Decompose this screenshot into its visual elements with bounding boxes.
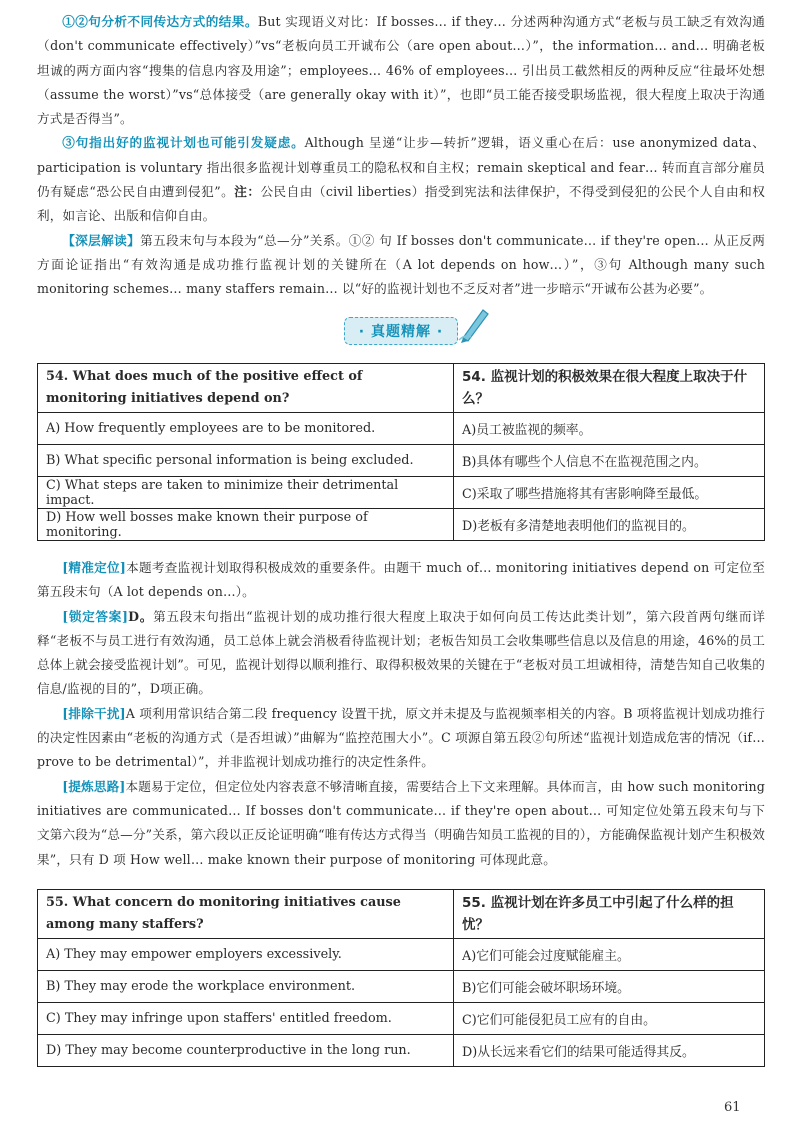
option-row	[38, 971, 765, 1003]
question-54-stem-en: 54. What does much of the positive effect of monitoring initiatives depend on?	[38, 364, 454, 413]
think-label: [提炼思路]	[62, 778, 126, 794]
option-b-en: B) They may erode the workplace environment.	[38, 971, 454, 1003]
deep-reading-label: 【深层解读】	[62, 232, 141, 248]
option-b-zh: B)具体有哪些个人信息不在监视范围之内。	[454, 445, 765, 477]
option-c-zh: C)采取了哪些措施将其有害影响降至最低。	[454, 477, 765, 509]
answer-label: [锁定答案]	[62, 608, 129, 624]
option-b-zh: B)它们可能会破坏职场环境。	[454, 971, 765, 1003]
paragraph-2-text: Although 呈递“让步—转折”逻辑，语义重心在后：use anonymized data、participation is voluntary 指出很多监视计划尊重员工的隐私权和自主权；remain skeptical and fear… 转而直言部分雇员仍有疑虑“恐公民自由遭到侵犯”。	[37, 135, 765, 200]
pen-icon	[457, 304, 491, 344]
think-text: 本题易于定位，但定位处内容表意不够清晰直接，需要结合上下文来理解。具体而言，由 how such monitoring initiatives are communicated… If bosses don't communicate… if they're open about… 可知定位处第五段末句与下文第六段为“总—分”关系，第六段以正反论证明确“唯有传达方式得当（明确告知员工监视的目的），方能确保监视计划产生积极效果”，只有 D 项 How well… make known their purpose of monitoring 可体现此意。	[37, 778, 765, 867]
question-54-analysis	[37, 556, 765, 872]
deep-reading-text: 第五段末句与本段为“总—分”关系。①② 句 If bosses don't communicate… if they're open… 从正反两方面论证指出“有效沟通是成功推行监视计划的关键所在（A lot depends on how…）”，③句 Although many such monitoring schemes… many staffers remain… 以“好的监视计划也不乏反对者”进一步暗示“开诚布公甚为必要”。	[37, 232, 765, 297]
locate-text: 本题考查监视计划取得积极成效的重要条件。由题干 much of… monitoring initiatives depend on 可定位至第五段末句（A lot depends on…）。	[37, 560, 765, 600]
option-c-en: C) They may infringe upon staffers' entitled freedom.	[38, 1003, 454, 1035]
section-title-badge	[344, 317, 458, 345]
option-d-zh: D)老板有多清楚地表明他们的监视目的。	[454, 509, 765, 541]
deep-reading-paragraph	[37, 229, 765, 302]
question-55-stem-en: 55. What concern do monitoring initiatives cause among many staffers?	[38, 890, 454, 939]
option-row	[38, 413, 765, 445]
exclude-label: [排除干扰]	[62, 705, 126, 721]
option-d-zh: D)从长远来看它们的结果可能适得其反。	[454, 1035, 765, 1067]
locate-paragraph	[37, 556, 765, 605]
option-a-en: A) How frequently employees are to be monitored.	[38, 413, 454, 445]
answer-letter: D。	[128, 608, 154, 624]
option-a-zh: A)它们可能会过度赋能雇主。	[454, 939, 765, 971]
think-paragraph	[37, 775, 765, 872]
answer-paragraph	[37, 605, 765, 702]
section-divider	[37, 314, 765, 348]
option-a-en: A) They may empower employers excessively.	[38, 939, 454, 971]
analysis-paragraph-2	[37, 131, 765, 228]
exclude-text: A 项利用常识结合第二段 frequency 设置干扰，原文并未提及与监视频率相关的内容。B 项将监视计划成功推行的决定性因素由“老板的沟通方式（是否坦诚）”曲解为“监控范围大小”。C 项源自第五段②句所述“监视计划造成危害的情况（if… prove to be detrimental）”，并非监视计划成功推行的决定性条件。	[37, 705, 766, 770]
option-row	[38, 1003, 765, 1035]
question-54-stem-row	[38, 364, 765, 413]
paragraph-2-label: ③句指出好的监视计划也可能引发疑虑。	[62, 135, 305, 151]
question-55-stem-zh: 55. 监视计划在许多员工中引起了什么样的担忧？	[454, 890, 765, 939]
option-b-en: B) What specific personal information is being excluded.	[38, 445, 454, 477]
option-d-en: D) How well bosses make known their purpose of monitoring.	[38, 509, 454, 541]
option-c-zh: C)它们可能侵犯员工应有的自由。	[454, 1003, 765, 1035]
page-content	[37, 10, 765, 302]
option-d-en: D) They may become counterproductive in the long run.	[38, 1035, 454, 1067]
note-label: 注：	[234, 184, 261, 200]
option-c-en: C) What steps are taken to minimize their detrimental impact.	[38, 477, 454, 509]
analysis-paragraph-1	[37, 10, 765, 131]
question-55-stem-row	[38, 890, 765, 939]
option-row	[38, 939, 765, 971]
option-row	[38, 477, 765, 509]
question-54-stem-zh: 54. 监视计划的积极效果在很大程度上取决于什么？	[454, 364, 765, 413]
note-text: 公民自由（civil liberties）指受到宪法和法律保护，不得受到侵犯的公民个人自由和权利，如言论、出版和信仰自由。	[37, 184, 765, 224]
page-number: 61	[724, 1100, 741, 1115]
answer-text: 第五段末句指出“监视计划的成功推行很大程度上取决于如何向员工传达此类计划”，第六段首两句继而详释“老板不与员工进行有效沟通，员工总体上就会消极看待监视计划；老板告知员工会收集哪些信息以及信息的用途，46%的员工总体上就会接受监视计划”。可见，监视计划得以顺利推行、取得积极效果的关键在于“老板对员工坦诚相待，清楚告知自己收集的信息/监视的目的”，D项正确。	[37, 608, 765, 697]
paragraph-1-label: ①②句分析不同传达方式的结果。	[62, 14, 258, 29]
paragraph-1-text: But 实现语义对比：If bosses… if they… 分述两种沟通方式“老板与员工缺乏有效沟通（don't communicate effectively）”vs“老板向员工开诚布公（are open about…）”，the information… and… 明确老板坦诚的两方面内容“搜集的信息内容及用途”；employees… 46% of employees… 引出员工截然相反的两种反应“往最坏处想（assume the worst）”vs“总体接受（are generally okay with it）”，也即“员工能否接受职场监视，很大程度上取决于沟通方式是否得当”。	[37, 14, 765, 127]
exclude-paragraph	[37, 702, 765, 775]
option-row	[38, 1035, 765, 1067]
question-54-table	[37, 363, 765, 541]
section-title: · 真题精解 ·	[358, 324, 444, 340]
locate-label: [精准定位]	[62, 560, 126, 575]
option-row	[38, 509, 765, 541]
option-a-zh: A)员工被监视的频率。	[454, 413, 765, 445]
option-row	[38, 445, 765, 477]
question-55-table	[37, 889, 765, 1067]
